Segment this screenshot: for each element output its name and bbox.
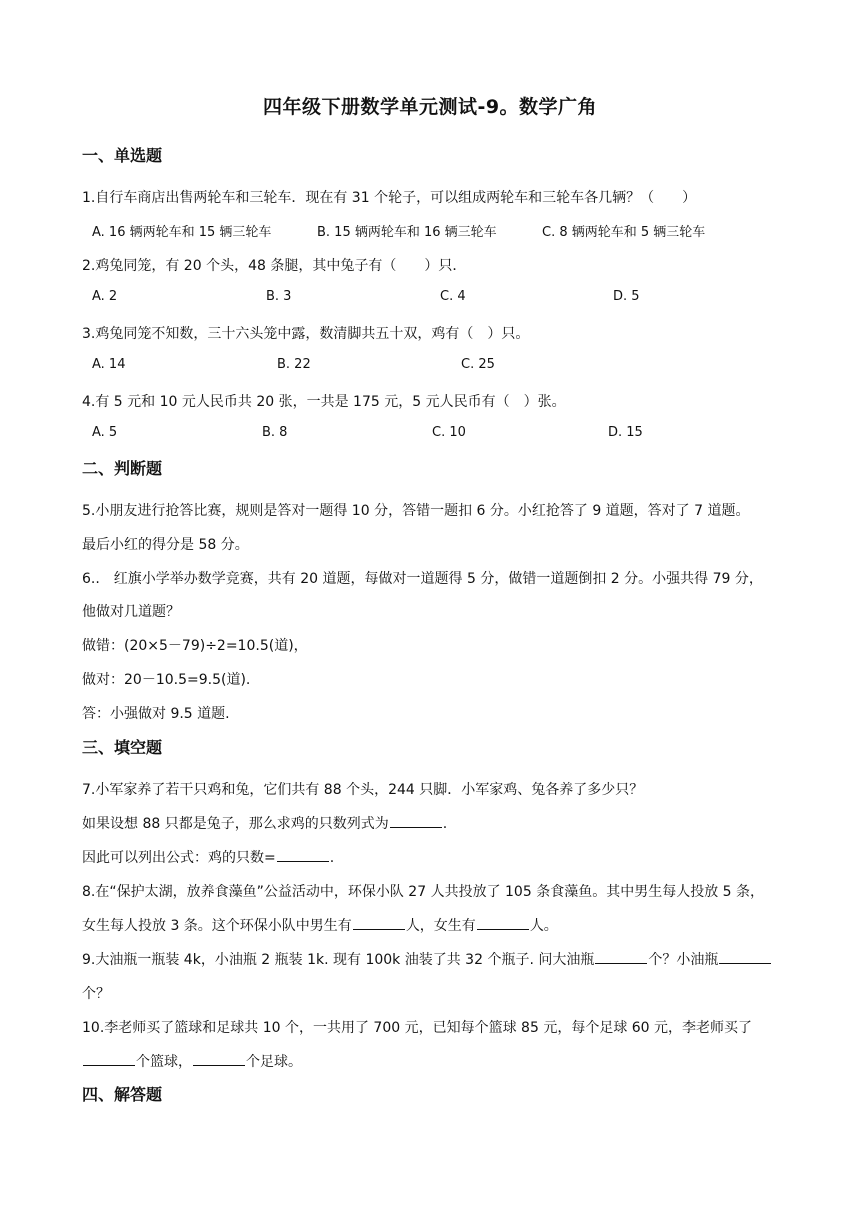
question-4-option-a[interactable]: A. 5 xyxy=(92,425,118,440)
question-4-text: 4.有 5 元和 10 元人民币共 20 张，一共是 175 元，5 元人民币有（ ）张。 xyxy=(82,394,566,410)
question-6-line-2: 他做对几道题？ xyxy=(82,604,180,620)
question-9-line-1 xyxy=(82,949,782,969)
question-9-blank-large[interactable] xyxy=(595,951,647,964)
question-10-blank-basketball[interactable] xyxy=(83,1053,135,1066)
question-4-option-c[interactable]: C. 10 xyxy=(432,425,466,440)
question-2-option-b[interactable]: B. 3 xyxy=(266,289,292,304)
question-10-line-2-mid: 个篮球， xyxy=(136,1054,192,1070)
question-4-option-b[interactable]: B. 8 xyxy=(262,425,288,440)
question-10-line-1: 10.李老师买了篮球和足球共 10 个，一共用了 700 元，已知每个篮球 85 元，每个足球 60 元，李老师买了 xyxy=(82,1020,753,1036)
question-8-line-2-mid: 人，女生有 xyxy=(405,918,476,934)
question-6-line-3: 做错：(20×5－79)÷2=10.5(道)， xyxy=(82,638,308,654)
question-2-text: 2.鸡兔同笼，有 20 个头，48 条腿，其中兔子有（ ）只． xyxy=(82,258,467,274)
question-8-blank-boys[interactable] xyxy=(353,917,405,930)
question-3-text: 3.鸡兔同笼不知数，三十六头笼中露，数清脚共五十双，鸡有（ ）只。 xyxy=(82,326,530,342)
question-7-line-1: 7.小军家养了若干只鸡和兔，它们共有 88 个头，244 只脚．小军家鸡、兔各养了多少只？ xyxy=(82,782,644,798)
question-6-line-4: 做对：20－10.5=9.5(道). xyxy=(82,672,251,688)
question-3-option-b[interactable]: B. 22 xyxy=(277,357,311,372)
question-9-line-2: 个？ xyxy=(82,986,110,1002)
question-7-line-3 xyxy=(82,847,782,867)
question-5-line-1: 5.小朋友进行抢答比赛，规则是答对一题得 10 分，答错一题扣 6 分。小红抢答了 9 道题，答对了 7 道题。 xyxy=(82,503,750,519)
question-7-line-3-end: . xyxy=(329,850,335,866)
question-2-option-d[interactable]: D. 5 xyxy=(613,289,640,304)
question-8-line-2-end: 人。 xyxy=(529,918,558,934)
question-5-line-2: 最后小红的得分是 58 分。 xyxy=(82,537,249,553)
question-1-option-b[interactable]: B. 15 辆两轮车和 16 辆三轮车 xyxy=(317,225,497,240)
question-10-blank-football[interactable] xyxy=(193,1053,245,1066)
question-3-options xyxy=(0,357,860,377)
section-heading-fill-in: 三、填空题 xyxy=(82,738,163,757)
question-8-line-2-text: 女生每人投放 3 条。这个环保小队中男生有 xyxy=(82,918,352,934)
question-1-option-a[interactable]: A. 16 辆两轮车和 15 辆三轮车 xyxy=(92,225,272,240)
question-10-line-2 xyxy=(82,1051,782,1071)
question-8-blank-girls[interactable] xyxy=(477,917,529,930)
question-6-line-5: 答：小强做对 9.5 道题. xyxy=(82,706,230,722)
question-4-option-d[interactable]: D. 15 xyxy=(608,425,643,440)
question-10-line-2-end: 个足球。 xyxy=(246,1054,302,1070)
question-3-option-a[interactable]: A. 14 xyxy=(92,357,126,372)
question-9-line-1-mid: 个？小油瓶 xyxy=(648,952,719,968)
question-2-option-a[interactable]: A. 2 xyxy=(92,289,118,304)
question-7-line-2-text: 如果设想 88 只都是兔子，那么求鸡的只数列式为 xyxy=(82,816,389,832)
question-2-options xyxy=(0,289,860,309)
section-heading-solve: 四、解答题 xyxy=(82,1085,163,1104)
page-title: 四年级下册数学单元测试-9。数学广角 xyxy=(262,96,598,118)
question-1-options xyxy=(0,221,860,241)
question-7-line-2-end: . xyxy=(442,816,448,832)
question-7-blank-2[interactable] xyxy=(277,849,329,862)
question-1-option-c[interactable]: C. 8 辆两轮车和 5 辆三轮车 xyxy=(542,225,706,240)
question-8-line-2 xyxy=(82,915,782,935)
question-7-blank-1[interactable] xyxy=(390,815,442,828)
question-4-options xyxy=(0,425,860,445)
question-2-option-c[interactable]: C. 4 xyxy=(440,289,466,304)
question-6-line-1: 6.. 红旗小学举办数学竞赛，共有 20 道题，每做对一道题得 5 分，做错一道题倒扣 2 分。小强共得 79 分， xyxy=(82,571,763,587)
section-heading-true-false: 二、判断题 xyxy=(82,459,163,478)
question-7-line-3-text: 因此可以列出公式：鸡的只数= xyxy=(82,850,276,866)
question-8-line-1: 8.在“保护太湖，放养食藻鱼”公益活动中，环保小队 27 人共投放了 105 条食藻鱼。其中男生每人投放 5 条， xyxy=(82,884,765,900)
question-1-text: 1.自行车商店出售两轮车和三轮车．现在有 31 个轮子，可以组成两轮车和三轮车各几辆？（ ） xyxy=(82,190,697,206)
question-9-blank-small[interactable] xyxy=(719,951,771,964)
question-3-option-c[interactable]: C. 25 xyxy=(461,357,495,372)
section-heading-single-choice: 一、单选题 xyxy=(82,146,163,165)
question-9-line-1-text: 9.大油瓶一瓶装 4k，小油瓶 2 瓶装 1k. 现有 100k 油装了共 32 个瓶子. 问大油瓶 xyxy=(82,952,595,968)
question-7-line-2 xyxy=(82,813,782,833)
